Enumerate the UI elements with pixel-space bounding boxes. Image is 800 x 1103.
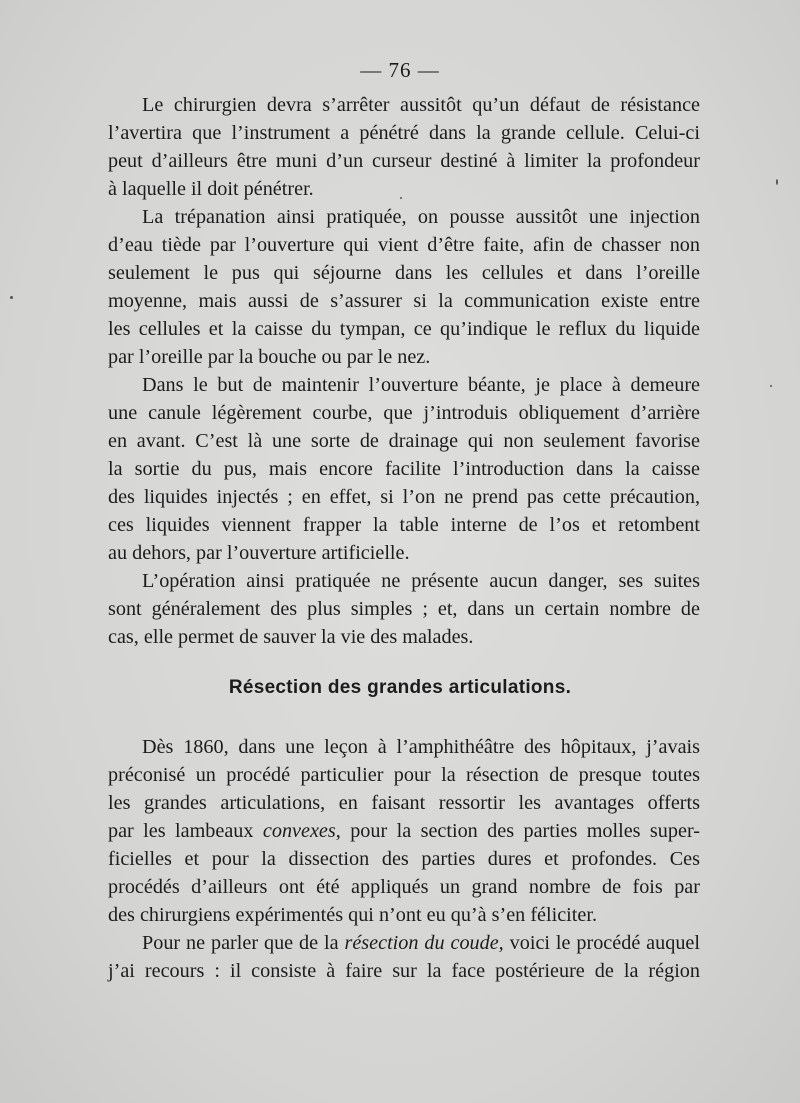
text-line: sont généralement des plus simples ; et, dans un certain nombre de bbox=[108, 598, 700, 620]
section-heading: Résection des grandes articulations. bbox=[228, 677, 572, 698]
text-run: par les lambeaux bbox=[108, 820, 263, 842]
text-line: peut d’ailleurs être muni d’un curseur destiné à limiter la profondeur bbox=[108, 150, 700, 172]
text-line: au dehors, par l’ouverture artificielle. bbox=[108, 542, 410, 564]
text-line: Dès 1860, dans une leçon à l’amphithéâtre des hôpitaux, j’avais bbox=[142, 736, 700, 758]
scan-speck bbox=[776, 179, 778, 185]
text-line: une canule légèrement courbe, que j’introduis obliquement d’arrière bbox=[108, 402, 700, 424]
scan-speck bbox=[400, 197, 402, 199]
text-line: l’avertira que l’instrument a pénétré dans la grande cellule. Celui-ci bbox=[108, 122, 700, 144]
text-run: voici le procédé auquel bbox=[503, 932, 700, 954]
text-line: j’ai recours : il consiste à faire sur la face postérieure de la région bbox=[108, 960, 700, 982]
text-line: L’opération ainsi pratiquée ne présente aucun danger, ses suites bbox=[142, 570, 700, 592]
text-line: préconisé un procédé particulier pour la résection de presque toutes bbox=[108, 764, 700, 786]
text-run: Pour ne parler que de la bbox=[142, 932, 345, 954]
text-line: Le chirurgien devra s’arrêter aussitôt qu’un défaut de résistance bbox=[142, 94, 700, 116]
text-line: d’eau tiède par l’ouverture qui vient d’être faite, afin de chasser non bbox=[108, 234, 700, 256]
text-line: Dans le but de maintenir l’ouverture béante, je place à demeure bbox=[142, 374, 700, 396]
text-line bbox=[108, 817, 700, 845]
text-line: ces liquides viennent frapper la table interne de l’os et retombent bbox=[108, 514, 700, 536]
page-number: — 76 — bbox=[360, 58, 440, 82]
body-text-section-2 bbox=[108, 733, 700, 985]
text-line: en avant. C’est là une sorte de drainage qui non seulement favorise bbox=[108, 430, 700, 452]
text-line: cas, elle permet de sauver la vie des malades. bbox=[108, 626, 474, 648]
text-line: la sortie du pus, mais encore facilite l’introduction dans la caisse bbox=[108, 458, 700, 480]
text-line: des chirurgiens expérimentés qui n’ont eu qu’à s’en féliciter. bbox=[108, 904, 598, 926]
text-line: moyenne, mais aussi de s’assurer si la communication existe entre bbox=[108, 290, 700, 312]
body-text-section-1 bbox=[108, 91, 700, 651]
text-line: ficielles et pour la dissection des parties dures et profondes. Ces bbox=[108, 848, 700, 870]
scan-speck bbox=[10, 296, 13, 299]
text-line: La trépanation ainsi pratiquée, on pousse aussitôt une injection bbox=[142, 206, 700, 228]
text-line: procédés d’ailleurs ont été appliqués un grand nombre de fois par bbox=[108, 876, 700, 898]
text-line: des liquides injectés ; en effet, si l’on ne prend pas cette précaution, bbox=[108, 486, 700, 508]
italic-text: convexes bbox=[262, 820, 336, 842]
text-run: , pour la section des parties molles super- bbox=[335, 820, 700, 842]
text-line: à laquelle il doit pénétrer. bbox=[108, 178, 314, 200]
text-line: seulement le pus qui séjourne dans les cellules et dans l’oreille bbox=[108, 262, 700, 284]
text-line: les cellules et la caisse du tympan, ce qu’indique le reflux du liquide bbox=[108, 318, 700, 340]
text-line bbox=[108, 929, 700, 957]
text-line: par l’oreille par la bouche ou par le nez. bbox=[108, 346, 431, 368]
text-line: les grandes articulations, en faisant ressortir les avantages offerts bbox=[108, 792, 700, 814]
scan-speck bbox=[770, 385, 772, 387]
italic-text: résection du coude, bbox=[344, 932, 504, 954]
